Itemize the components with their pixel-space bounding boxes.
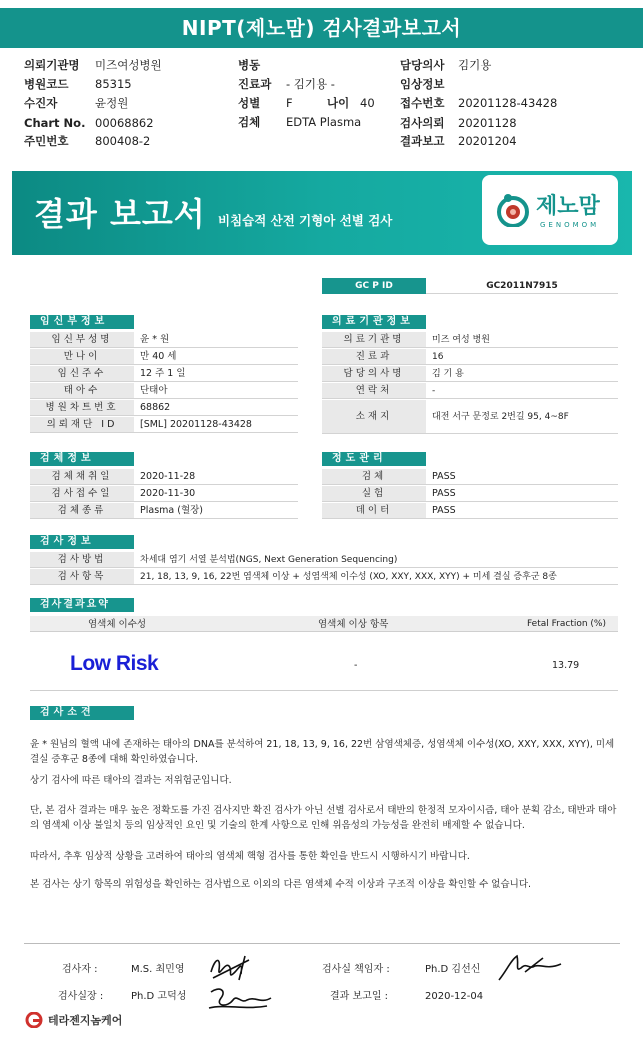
- theragen-logo-icon: [24, 1012, 44, 1028]
- summary-divider: [30, 690, 618, 691]
- pregnant-row: [30, 332, 298, 348]
- qc-row: [322, 469, 618, 485]
- qc-row-value: PASS: [432, 505, 456, 516]
- section-summary: 검사결과요약: [30, 598, 134, 612]
- req-value: 20201128: [458, 116, 517, 130]
- specimen-row-label: 검사접수일: [30, 486, 134, 501]
- pregnant-row-label: 병원차트번호: [30, 400, 134, 415]
- report-label: 결과보고: [400, 134, 445, 148]
- institution-row: [322, 349, 618, 365]
- section-test: 검사정보: [30, 535, 134, 549]
- req-label: 검사의뢰: [400, 116, 445, 130]
- pregnant-row-label: 임신부성명: [30, 332, 134, 347]
- date-label: 결과 보고일 :: [330, 991, 389, 1002]
- chart-value: 00068862: [95, 116, 154, 130]
- findings-p4: 따라서, 추후 임상적 상황을 고려하여 태아의 염색체 핵형 검사를 통한 확인을 반드시 시행하시기 바랍니다.: [30, 851, 470, 862]
- genomom-logo: [482, 175, 618, 245]
- institution-row-value: -: [432, 386, 436, 396]
- specimen-label: 검체: [238, 115, 261, 129]
- institution-row-label: 담당의사명: [322, 366, 426, 381]
- patient-value: 윤정원: [95, 96, 129, 110]
- code-value: 85315: [95, 77, 132, 91]
- institution-row: [322, 366, 618, 382]
- section-pregnant: 임신부정보: [30, 315, 134, 329]
- specimen-row-value: 2020-11-28: [140, 471, 196, 482]
- id-value: 800408-2: [95, 134, 151, 148]
- qc-row: [322, 486, 618, 502]
- ward-label: 병동: [238, 58, 261, 72]
- chief-signature: [205, 982, 275, 1014]
- section-specimen: 검체정보: [30, 452, 134, 466]
- director-signature: [495, 950, 565, 984]
- signature-top-line: [24, 943, 620, 944]
- tester-signature: [205, 952, 255, 984]
- qc-row-value: PASS: [432, 488, 456, 499]
- test-row-label: 검사항목: [30, 569, 134, 584]
- pregnant-row-value: [SML] 20201128-43428: [140, 419, 252, 430]
- director-value: Ph.D 김선신: [425, 964, 481, 975]
- genomom-logo-icon: [496, 193, 530, 227]
- dept-value: - 김기용 -: [286, 77, 335, 91]
- specimen-row: [30, 503, 298, 519]
- page-title: NIPT(제노맘) 검사결과보고서: [0, 8, 643, 48]
- specimen-row-value: 2020-11-30: [140, 488, 196, 499]
- specimen-row-value: Plasma (혈장): [140, 505, 204, 516]
- date-value: 2020-12-04: [425, 991, 484, 1002]
- section-qc: 정도관리: [322, 452, 426, 466]
- pregnant-row: [30, 349, 298, 365]
- id-label: 주민번호: [24, 134, 69, 148]
- tester-label: 검사자 :: [62, 964, 98, 975]
- section-institution: 의료기관정보: [322, 315, 426, 329]
- institution-row-value: 대전 서구 문정로 2번길 95, 4~8F: [432, 412, 569, 422]
- chart-label: Chart No.: [24, 116, 86, 130]
- age-value: 40: [360, 96, 375, 110]
- section-findings: 검사소견: [30, 706, 134, 720]
- banner-title: 결과 보고서: [34, 195, 206, 233]
- pregnant-row-label: 임신주수: [30, 366, 134, 381]
- pregnant-row-label: 태아수: [30, 383, 134, 398]
- summary-col-ff: Fetal Fraction (%): [527, 619, 606, 629]
- doctor-label: 담당의사: [400, 58, 445, 72]
- summary-ff-value: 13.79: [552, 660, 580, 671]
- pregnant-row-value: 만 40 세: [140, 351, 177, 362]
- test-row: [30, 569, 618, 585]
- summary-abnormal-value: -: [354, 660, 358, 671]
- theragen-logo: [24, 1010, 174, 1030]
- pregnant-row: [30, 417, 298, 433]
- institution-row: [322, 332, 618, 348]
- code-label: 병원코드: [24, 77, 69, 91]
- pregnant-row-value: 68862: [140, 402, 171, 413]
- tester-value: M.S. 최민영: [131, 964, 185, 975]
- specimen-row-label: 검체종류: [30, 503, 134, 518]
- theragen-logo-text: 테라젠지놈케어: [48, 1014, 123, 1027]
- institution-row-label: 의료기관명: [322, 332, 426, 347]
- institution-row: [322, 383, 618, 399]
- pregnant-row: [30, 400, 298, 416]
- institution-row-value: 16: [432, 352, 444, 362]
- pregnant-row-value: 단태아: [140, 385, 168, 396]
- institution-row-value: 미즈 여성 병원: [432, 335, 490, 345]
- institution-row: [322, 400, 618, 434]
- report-banner: [12, 171, 632, 255]
- qc-row: [322, 503, 618, 519]
- clinical-label: 임상정보: [400, 77, 445, 91]
- gcpid-value: GC2011N7915: [426, 278, 618, 294]
- pregnant-row: [30, 383, 298, 399]
- dept-label: 진료과: [238, 77, 272, 91]
- specimen-row: [30, 469, 298, 485]
- summary-col-abnormal: 염색체 이상 항목: [318, 619, 389, 630]
- test-row: [30, 552, 618, 568]
- pregnant-row: [30, 366, 298, 382]
- doctor-value: 김기용: [458, 58, 492, 72]
- banner-subtitle: 비침습적 산전 기형아 선별 검사: [218, 213, 393, 228]
- report-value: 20201204: [458, 134, 517, 148]
- sex-label: 성별: [238, 96, 261, 110]
- summary-col-aneuploidy: 염색체 이수성: [88, 619, 147, 630]
- qc-row-value: PASS: [432, 471, 456, 482]
- findings-p5: 본 검사는 상기 항목의 위험성을 확인하는 검사법으로 이외의 다른 염색체 수적 이상과 구조적 이상을 확인할 수 없습니다.: [30, 879, 532, 890]
- risk-result: Low Risk: [70, 652, 159, 675]
- reg-value: 20201128-43428: [458, 96, 558, 110]
- test-row-label: 검사방법: [30, 552, 134, 567]
- test-row-value: 차세대 염기 서열 분석법(NGS, Next Generation Sequencing): [140, 555, 398, 565]
- specimen-row: [30, 486, 298, 502]
- findings-p3: 단, 본 검사 결과는 매우 높은 정확도를 가진 검사지만 확진 검사가 아닌 선별 검사로서 태반의 한정적 모자이시즘, 태아 분획 감소, 태반과 태아의 염색체 이상 불일치 등의 임상적인 요인 및 기술의 한계 사항으로 인해 위음성의 가능성을 완전히 배제할 수 없습니다.: [30, 805, 617, 831]
- findings-p2: 상기 검사에 따른 태아의 결과는 저위험군입니다.: [30, 775, 232, 786]
- institution-row-label: 소재지: [322, 400, 426, 433]
- pregnant-row-label: 만나이: [30, 349, 134, 364]
- qc-row-label: 실험: [322, 486, 426, 501]
- institution-row-label: 진료과: [322, 349, 426, 364]
- age-label: 나이: [327, 96, 350, 110]
- logo-text-ko: 제노맘: [536, 194, 600, 219]
- pregnant-row-label: 의뢰재단 ID: [30, 417, 134, 432]
- patient-label: 수진자: [24, 96, 58, 110]
- test-row-value: 21, 18, 13, 9, 16, 22번 염색체 이상 + 성염색체 이수성 (XO, XXY, XXX, XYY) + 미세 결실 증후군 8종: [140, 572, 557, 582]
- pregnant-row-value: 윤 * 원: [140, 334, 170, 345]
- sex-value: F: [286, 96, 293, 110]
- director-label: 검사실 책임자 :: [322, 964, 390, 975]
- logo-text-en: GENOMOM: [540, 221, 600, 229]
- hospital-label: 의뢰기관명: [24, 58, 80, 72]
- qc-row-label: 데이터: [322, 503, 426, 518]
- institution-row-value: 김 기 용: [432, 369, 464, 379]
- specimen-row-label: 검체채취일: [30, 469, 134, 484]
- hospital-value: 미즈여성병원: [95, 58, 162, 72]
- gcpid-label: GC P ID: [322, 278, 426, 294]
- qc-row-label: 검체: [322, 469, 426, 484]
- institution-row-label: 연락처: [322, 383, 426, 398]
- specimen-value: EDTA Plasma: [286, 115, 362, 129]
- reg-label: 접수번호: [400, 96, 445, 110]
- chief-value: Ph.D 고덕성: [131, 991, 187, 1002]
- pregnant-row-value: 12 주 1 일: [140, 368, 186, 379]
- chief-label: 검사실장 :: [58, 991, 104, 1002]
- findings-p1: 윤 * 원님의 혈액 내에 존재하는 태아의 DNA를 분석하여 21, 18, 13, 9, 16, 22번 삼염색체증, 성염색체 이수성(XO, XXY, XXX, XYY), 미세 결실 증후군 8종에 대해 확인하였습니다.: [30, 739, 615, 765]
